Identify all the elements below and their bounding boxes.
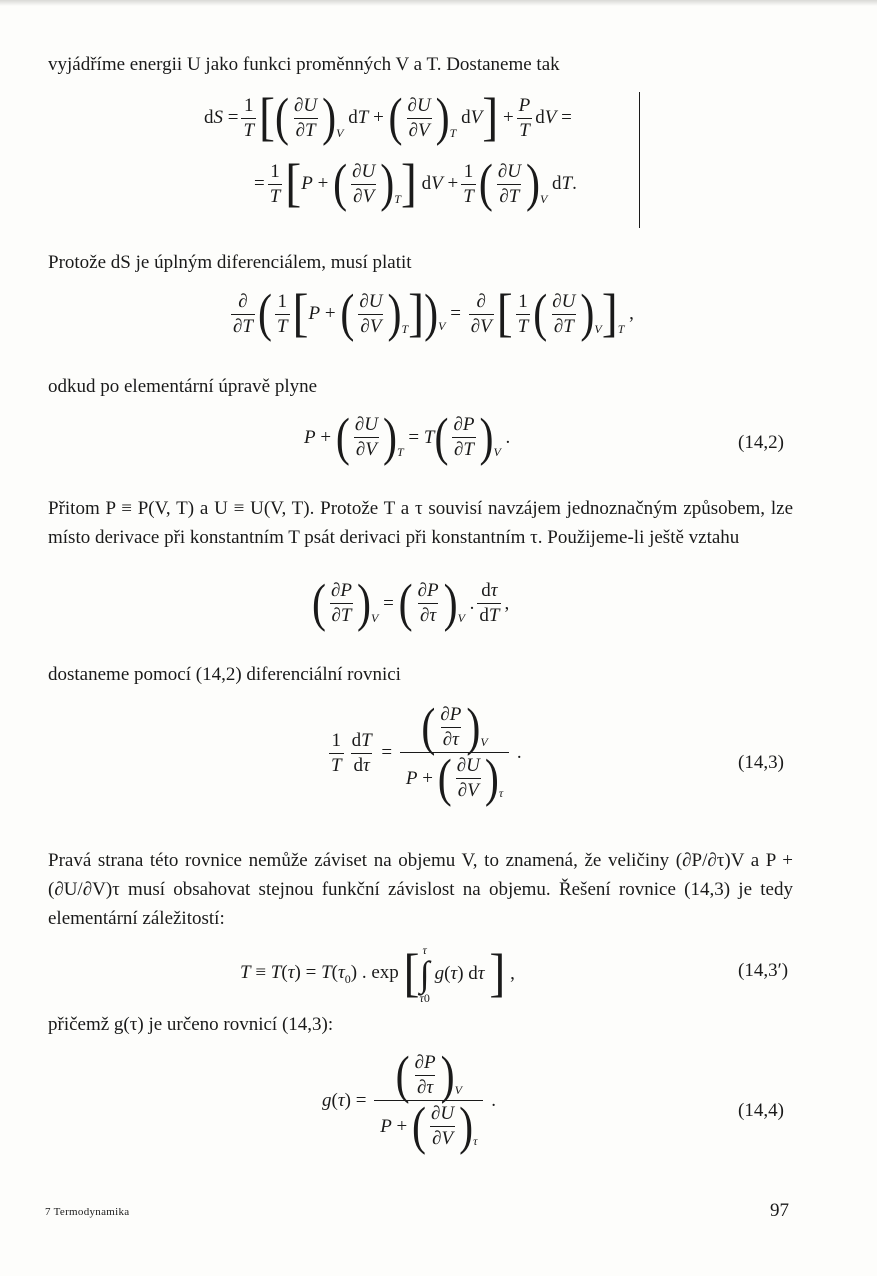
paragraph-odkud: odkud po elementární úpravě plyne xyxy=(48,376,318,397)
page-number: 97 xyxy=(770,1200,789,1221)
equation-number-14-3-prime: (14,3′) xyxy=(738,960,789,981)
paragraph-prava: Pravá strana této rovnice nemůže záviset na objemu V, to znamená, že veličiny (∂P/∂τ)V a P + (∂U/∂V)τ musí obsahovat stejnou funkční závislost na objemu. Řešení rovnice (14,3) je tedy elementární záležitostí: xyxy=(48,850,793,929)
paragraph-intro: vyjádříme energii U jako funkci proměnných V a T. Dostaneme tak xyxy=(48,54,560,75)
equation-brace xyxy=(633,92,640,228)
paragraph-dostaneme: dostaneme pomocí (14,2) diferenciální rovnici xyxy=(48,664,401,685)
paragraph-pricemz: přičemž g(τ) je určeno rovnicí (14,3): xyxy=(48,1014,334,1035)
equation-number-14-3: (14,3) xyxy=(738,752,784,773)
paragraph-pritom: Přitom P ≡ P(V, T) a U ≡ U(V, T). Protože T a τ souvisí navzájem jednoznačným způsobem, lze místo derivace při konstantním T psát derivaci při konstantním τ. Použijeme-li ještě vztahu xyxy=(48,498,793,548)
equation-14-2: P + ( $\frac{\partial U}{\partial V}$ ) T = T ( $\frac{\partial P}{\partial T}$ ) V . xyxy=(304,408,511,467)
footer-chapter: 7 Termodynamika xyxy=(45,1206,130,1218)
equation-14-3: $\frac{1}{T}$ $\frac{dT}{d\tau}$ = ( $\frac{\partial P}{\partial\tau}$ ) V P + ( $\frac{\partial U}{\partial V}$ ) τ . xyxy=(331,698,522,808)
equation-14-4: g(τ) = ( $\frac{\partial P}{\partial\tau}$ ) V P + ( $\frac{\partial U}{\partial V}$ ) τ . xyxy=(322,1046,496,1156)
equation-number-14-4: (14,4) xyxy=(738,1100,784,1121)
paragraph-protoze: Protože dS je úplným diferenciálem, musí platit xyxy=(48,252,412,273)
equation-ds-line1: dS = $\frac{1}{T}$ [ ( $\frac{\partial U}{\partial T}$ ) V dT + ( $\frac{\partial U}{\partial V}$ ) T dV ] + $\frac{P}{T}$ dV = xyxy=(204,88,572,147)
scan-edge xyxy=(0,0,877,6)
equation-chain-rule: ( $\frac{\partial P}{\partial T}$ ) V = ( $\frac{\partial P}{\partial\tau}$ ) V . $\frac{d\tau}{dT}$ , xyxy=(312,574,510,633)
equation-number-14-2: (14,2) xyxy=(738,432,784,453)
equation-14-3-prime: $T \equiv T(\tau) = T(\tau_0)$ . exp [ τ ∫ τ0 g(τ) dτ ] , xyxy=(240,943,515,1005)
equation-ds-line2: = $\frac{1}{T}$ [ P + ( $\frac{\partial U}{\partial V}$ ) T ] dV + $\frac{1}{T}$ ( $\frac{\partial U}{\partial T}$ ) V dT. xyxy=(254,154,577,213)
equation-exact-differential: $\frac{\partial}{\partial T}$ ( $\frac{1}{T}$ [ P + ( $\frac{\partial U}{\partial V}$ ) T ] ) V = $\frac{\partial}{\partial V}$ [ $\frac{1}{T}$ ( $\frac{\partial U}{\partial T}$ ) V ] T , xyxy=(233,284,634,343)
